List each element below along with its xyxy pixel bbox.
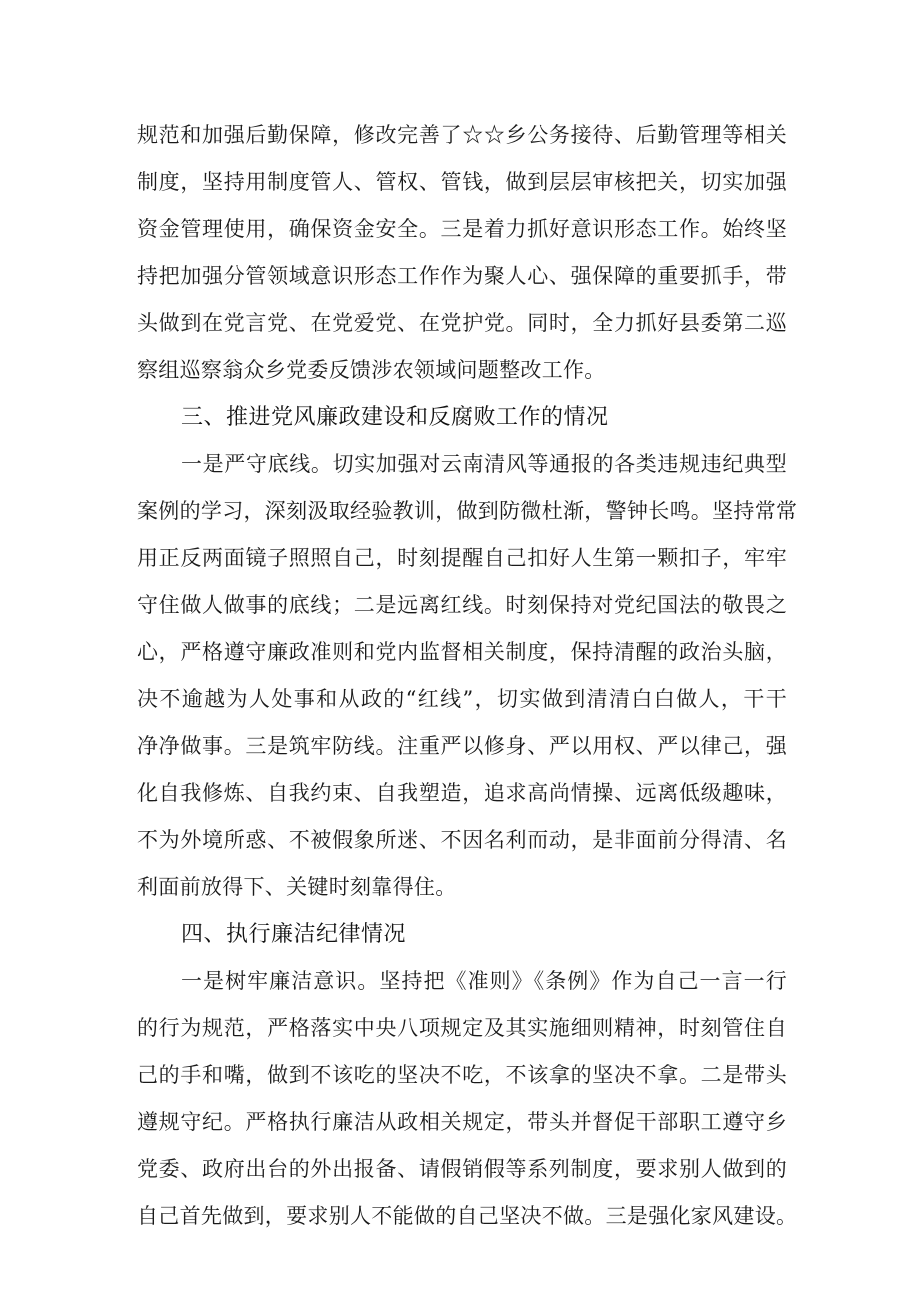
paragraph-line: 决不逾越为人处事和从政的“红线”，切实做到清清白白做人，干干	[137, 687, 787, 711]
section-3-heading: 三、推进党风廉政建设和反腐败工作的情况	[181, 405, 609, 430]
paragraph-line: 化自我修炼、自我约束、自我塑造，追求高尚情操、远离低级趣味，	[137, 781, 787, 805]
paragraph-line: 用正反两面镜子照照自己，时刻提醒自己扣好人生第一颗扣子，牢牢	[137, 546, 787, 570]
paragraph-line: 一是严守底线。切实加强对云南清风等通报的各类违规违纪典型	[181, 452, 787, 476]
paragraph-line: 制度，坚持用制度管人、管权、管钱，做到层层审核把关，切实加强	[137, 170, 787, 194]
paragraph-line: 己的手和嘴，做到不该吃的坚决不吃，不该拿的坚决不拿。二是带头	[137, 1063, 787, 1087]
paragraph-line: 自己首先做到，要求别人不能做的自己坚决不做。三是强化家风建设。	[137, 1204, 798, 1228]
paragraph-line: 党委、政府出台的外出报备、请假销假等系列制度，要求别人做到的	[137, 1157, 787, 1181]
intro-paragraph	[137, 112, 787, 394]
paragraph-line: 察组巡察翁众乡党委反馈涉农领域问题整改工作。	[137, 358, 606, 382]
paragraph-line: 遵规守纪。严格执行廉洁从政相关规定，带头并督促干部职工遵守乡	[137, 1110, 787, 1134]
paragraph-line: 利面前放得下、关键时刻靠得住。	[137, 875, 457, 899]
paragraph-line: 一是树牢廉洁意识。坚持把《准则》《条例》作为自己一言一行	[181, 969, 787, 993]
paragraph-line: 规范和加强后勤保障，修改完善了☆☆乡公务接待、后勤管理等相关	[137, 123, 787, 147]
paragraph-line: 心，严格遵守廉政准则和党内监督相关制度，保持清醒的政治头脑，	[137, 640, 787, 664]
section-4	[137, 911, 798, 1240]
paragraph-line: 守住做人做事的底线；二是远离红线。时刻保持对党纪国法的敬畏之	[137, 593, 787, 617]
paragraph-line: 净净做事。三是筑牢防线。注重严以修身、严以用权、严以律己，强	[137, 734, 787, 758]
paragraph-line: 案例的学习，深刻汲取经验教训，做到防微杜渐，警钟长鸣。坚持常常	[137, 499, 798, 523]
paragraph-line: 的行为规范，严格落实中央八项规定及其实施细则精神，时刻管住自	[137, 1016, 787, 1040]
paragraph-line: 头做到在党言党、在党爱党、在党护党。同时，全力抓好县委第二巡	[137, 311, 787, 335]
section-3	[137, 394, 798, 911]
paragraph-line: 不为外境所惑、不被假象所迷、不因名利而动，是非面前分得清、名	[137, 828, 787, 852]
paragraph-line: 资金管理使用，确保资金安全。三是着力抓好意识形态工作。始终坚	[137, 217, 787, 241]
paragraph-line: 持把加强分管领域意识形态工作作为聚人心、强保障的重要抓手，带	[137, 264, 787, 288]
section-4-heading: 四、执行廉洁纪律情况	[181, 922, 407, 947]
document-body	[137, 112, 798, 1240]
